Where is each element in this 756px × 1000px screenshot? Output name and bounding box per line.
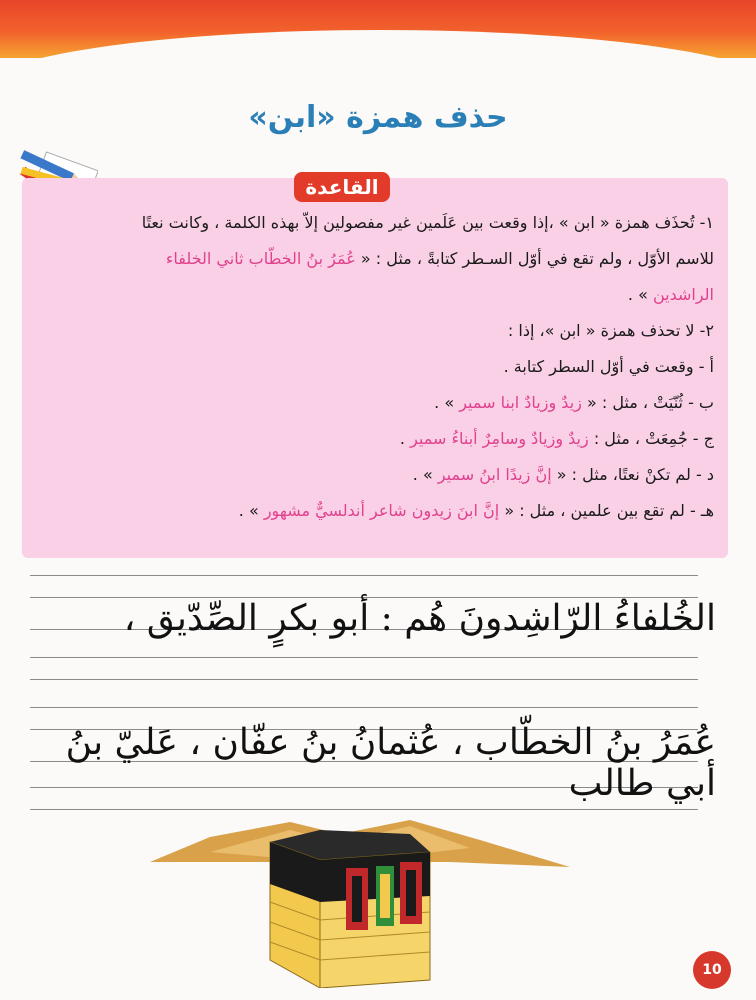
rule-2-b-example: زيدٌ وزيادٌ ابنا سمير: [459, 393, 582, 412]
kaaba-illustration: [150, 812, 570, 988]
handwriting-line-2: عُمَرُ بنُ الخطّاب ، عُثمانُ بنُ عفّان ، عَليّ بنُ أبي طالب: [65, 722, 716, 804]
handwriting-line-1: الخُلفاءُ الرّاشِدونَ هُم : أبو بكرٍ الصِّدّيق ،: [123, 598, 716, 639]
page-title: حذف همزة «ابن»: [248, 100, 508, 135]
rule-1-text: للاسم الأوّل ، ولم تقع في أوّل السـطر كتابةً ، مثل : «: [355, 249, 714, 268]
rule-2-e-example: إنَّ ابنَ زيدون شاعر أندلسيٌّ مشهور: [263, 501, 500, 520]
rule-2-b-end: » .: [434, 393, 460, 412]
rule-1-line-1: ١- تُحذَف همزة « ابن » ،إذا وقعت بين عَلَمين غير مفصولين إلاّ بهذه الكلمة ، وكانت نعتًا: [141, 213, 714, 232]
page-number: 10: [693, 951, 731, 989]
rule-2-c: [38, 426, 714, 452]
rule-1-end: » .: [627, 285, 653, 304]
rule-2-d: [38, 462, 714, 488]
rule-2-e: [38, 498, 714, 524]
rule-1-example-cont: الراشدين: [652, 285, 714, 304]
rule-2-d-end: » .: [412, 465, 438, 484]
rule-2-c-example: زيدٌ وزيادٌ وسامِرٌ أبناءُ سمير: [410, 429, 589, 448]
rule-2-b-text: ب - ثُنّيَتْ ، مثل : «: [581, 393, 714, 412]
rule-2-d-text: د - لم تكنْ نعتًا، مثل : «: [551, 465, 714, 484]
rule-2-e-end: » .: [238, 501, 264, 520]
rule-1-line-2: [38, 246, 714, 272]
rule-2-c-text: ج - جُمِعَتْ ، مثل :: [588, 429, 714, 448]
rule-2-c-end: .: [399, 429, 411, 448]
rule-2-d-example: إنَّ زيدًا ابنُ سمير: [437, 465, 552, 484]
rule-1-example: عُمَرُ بنُ الخطّاب ثاني الخلفاء: [165, 249, 356, 268]
rule-2-e-text: هـ - لم تقع بين علمين ، مثل : «: [499, 501, 714, 520]
rule-1-line-3: [38, 282, 714, 308]
rule-label: القاعدة: [294, 172, 390, 202]
rule-2-b: [38, 390, 714, 416]
rule-2-a: أ - وقعت في أوّل السطر كتابة .: [503, 357, 714, 376]
rules-text: [38, 210, 714, 524]
rule-2-intro: ٢- لا تحذف همزة « ابن »، إذا :: [507, 321, 714, 340]
